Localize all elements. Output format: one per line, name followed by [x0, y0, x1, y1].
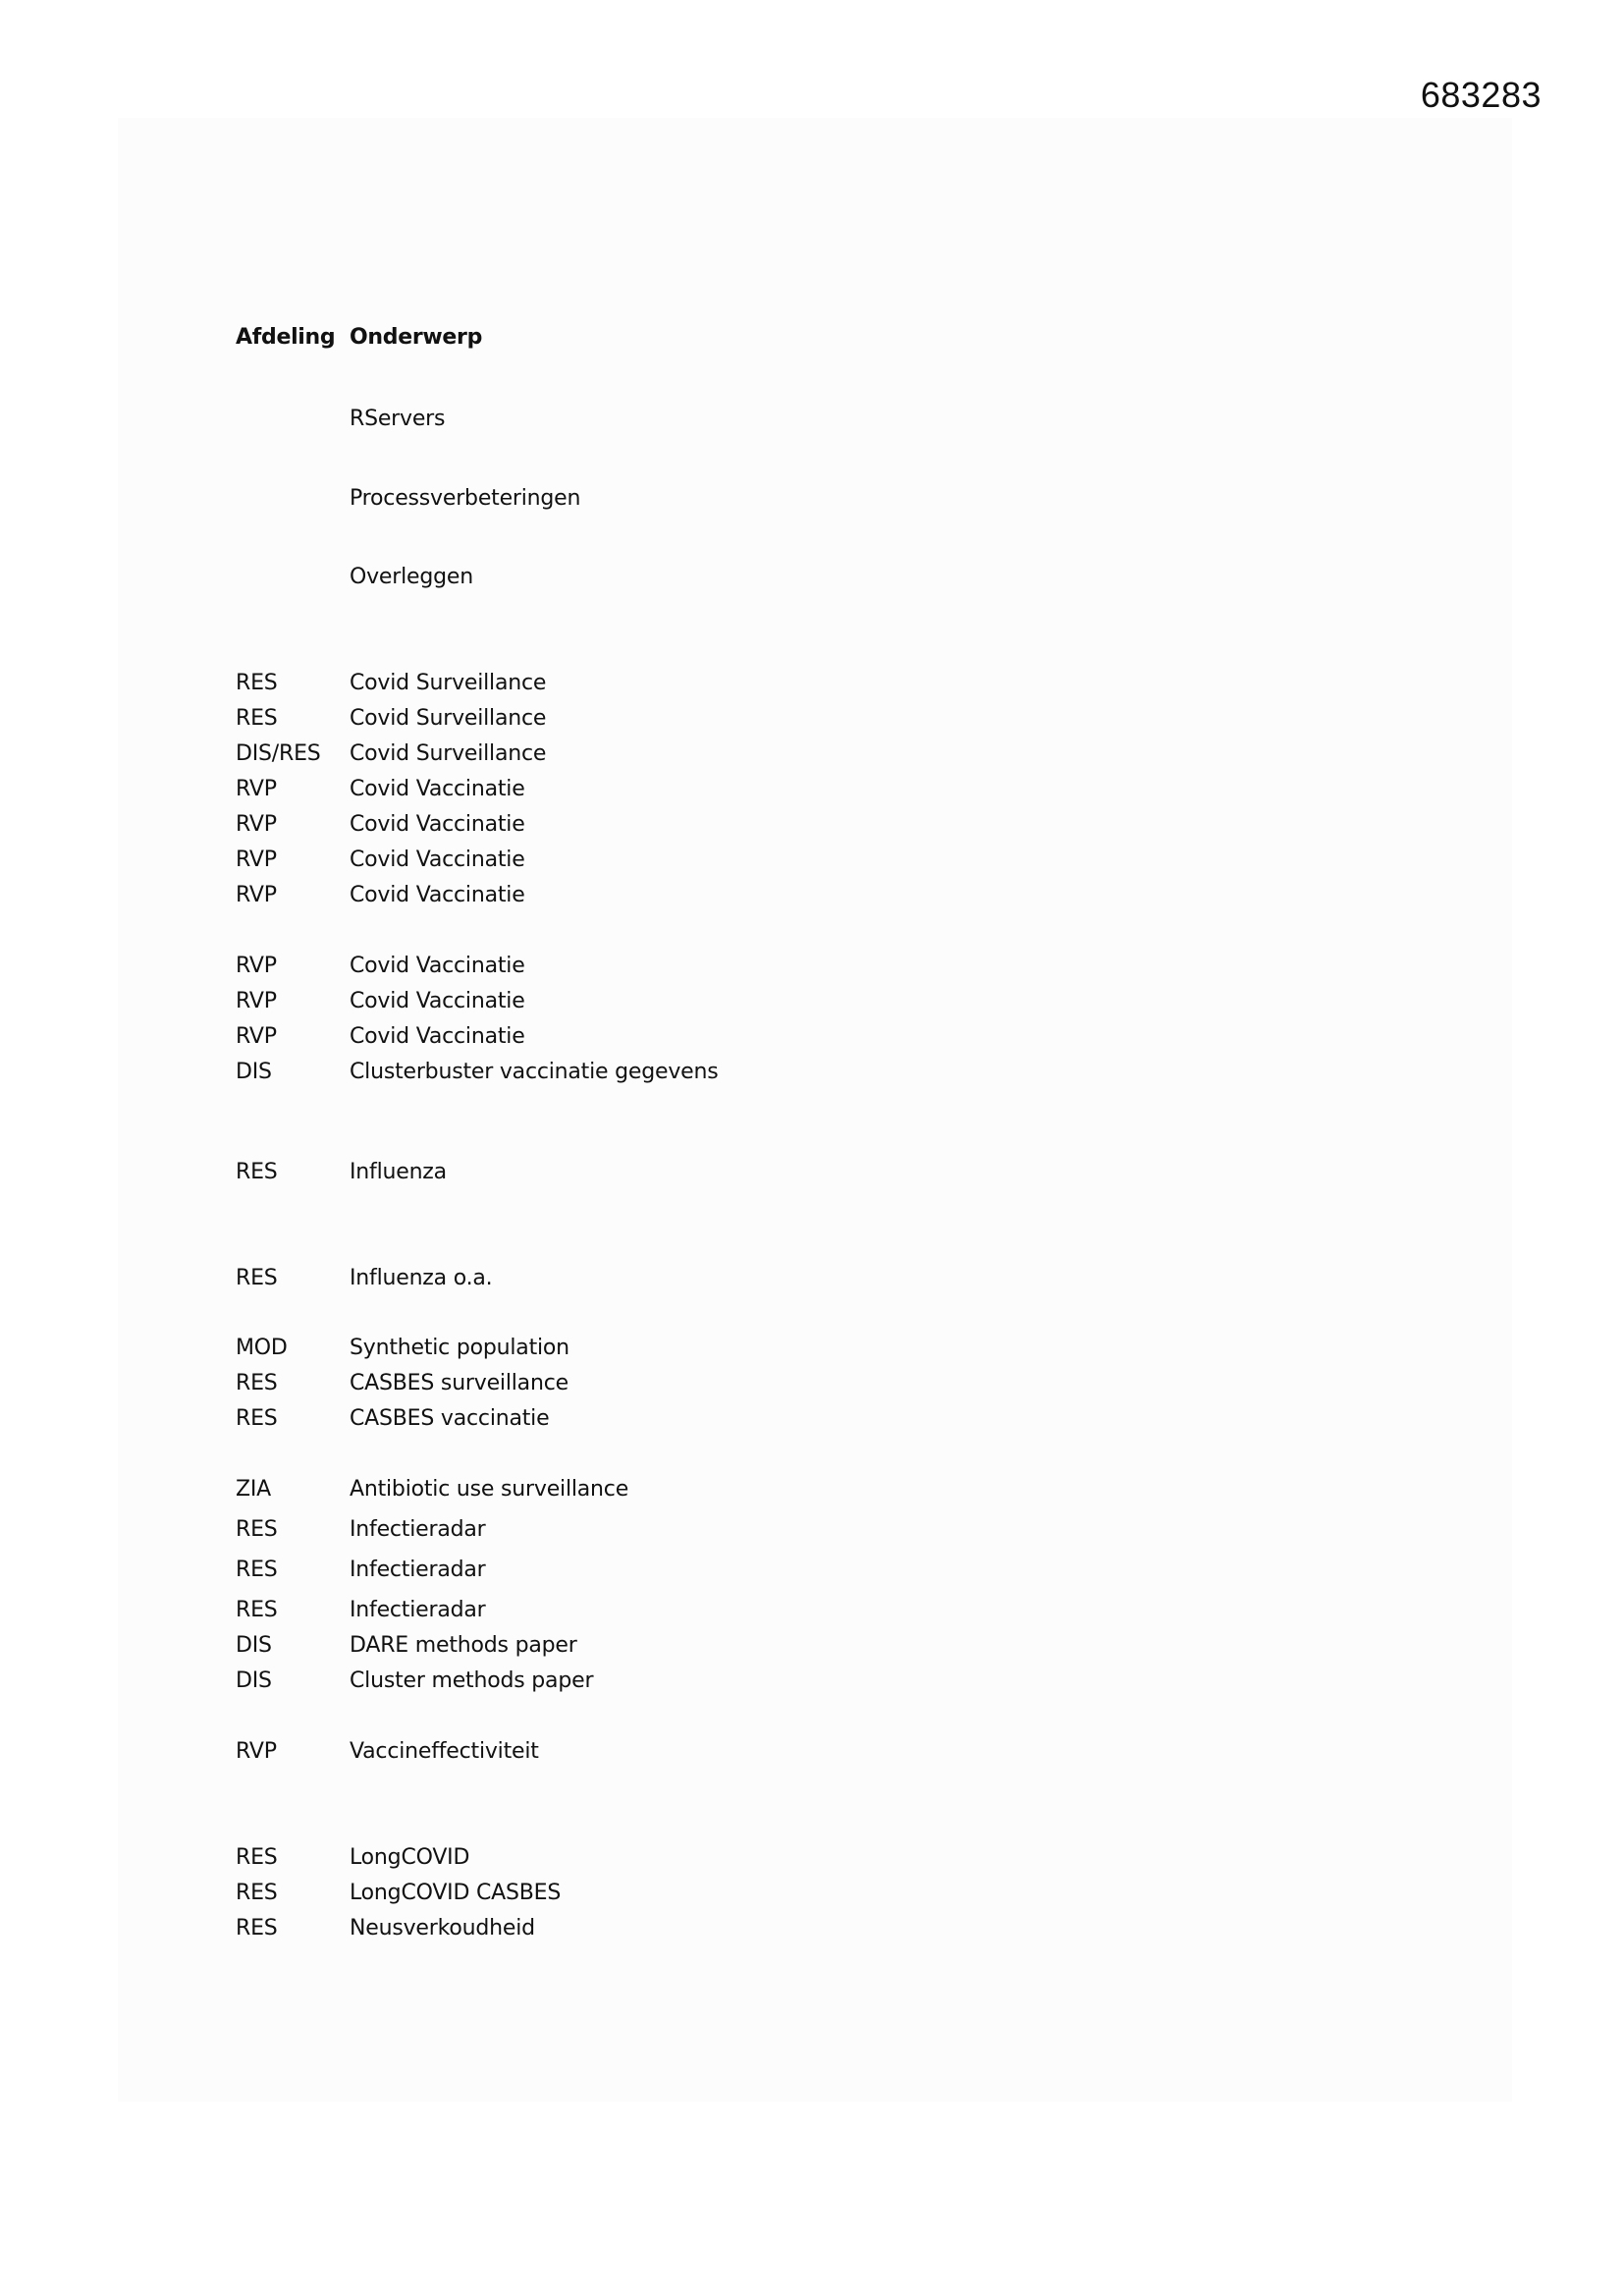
cell-onderwerp: Antibiotic use surveillance — [350, 1477, 629, 1502]
header-onderwerp: Onderwerp — [350, 325, 483, 350]
cell-afdeling: DIS/RES — [236, 741, 321, 766]
cell-onderwerp: Influenza o.a. — [350, 1266, 493, 1290]
cell-afdeling: RES — [236, 1558, 278, 1582]
cell-onderwerp: Neusverkoudheid — [350, 1916, 535, 1941]
cell-afdeling: RES — [236, 1845, 278, 1870]
cell-onderwerp: LongCOVID CASBES — [350, 1881, 562, 1905]
cell-afdeling: RES — [236, 1517, 278, 1542]
cell-afdeling: RES — [236, 1371, 278, 1395]
cell-afdeling: RVP — [236, 847, 277, 872]
cell-onderwerp: DARE methods paper — [350, 1633, 577, 1658]
cell-afdeling: RES — [236, 1881, 278, 1905]
cell-onderwerp: Vaccineffectiviteit — [350, 1739, 539, 1764]
cell-onderwerp: Influenza — [350, 1160, 447, 1184]
cell-afdeling: RVP — [236, 1739, 277, 1764]
cell-onderwerp: Clusterbuster vaccinatie gegevens — [350, 1060, 719, 1084]
cell-onderwerp: Covid Vaccinatie — [350, 1024, 525, 1049]
cell-afdeling: RES — [236, 1266, 278, 1290]
cell-afdeling: RES — [236, 671, 278, 695]
cell-afdeling: RVP — [236, 812, 277, 837]
cell-afdeling: RES — [236, 706, 278, 731]
cell-onderwerp: Covid Vaccinatie — [350, 989, 525, 1013]
cell-onderwerp: Infectieradar — [350, 1598, 486, 1622]
cell-afdeling: ZIA — [236, 1477, 272, 1502]
cell-afdeling: DIS — [236, 1668, 272, 1693]
cell-onderwerp: Cluster methods paper — [350, 1668, 594, 1693]
cell-onderwerp: Covid Vaccinatie — [350, 847, 525, 872]
cell-onderwerp: Covid Vaccinatie — [350, 812, 525, 837]
cell-afdeling: RVP — [236, 1024, 277, 1049]
cell-onderwerp: LongCOVID — [350, 1845, 470, 1870]
cell-onderwerp: CASBES vaccinatie — [350, 1406, 550, 1431]
cell-afdeling: RES — [236, 1160, 278, 1184]
header-afdeling: Afdeling — [236, 325, 336, 350]
cell-afdeling: RES — [236, 1916, 278, 1941]
cell-onderwerp: Infectieradar — [350, 1517, 486, 1542]
cell-onderwerp: Infectieradar — [350, 1558, 486, 1582]
cell-afdeling: RVP — [236, 954, 277, 978]
cell-afdeling: RVP — [236, 777, 277, 801]
cell-onderwerp: CASBES surveillance — [350, 1371, 568, 1395]
cell-onderwerp: Covid Surveillance — [350, 671, 547, 695]
cell-afdeling: DIS — [236, 1060, 272, 1084]
cell-onderwerp: RServers — [350, 407, 446, 431]
cell-onderwerp: Covid Surveillance — [350, 741, 547, 766]
page-number: 683283 — [1420, 75, 1542, 115]
cell-onderwerp: Covid Vaccinatie — [350, 954, 525, 978]
cell-afdeling: DIS — [236, 1633, 272, 1658]
cell-onderwerp: Overleggen — [350, 565, 473, 589]
cell-onderwerp: Synthetic population — [350, 1336, 569, 1360]
cell-afdeling: RES — [236, 1598, 278, 1622]
cell-onderwerp: Covid Surveillance — [350, 706, 547, 731]
cell-afdeling: RVP — [236, 883, 277, 907]
cell-afdeling: RES — [236, 1406, 278, 1431]
cell-onderwerp: Processverbeteringen — [350, 486, 581, 511]
document-page-background — [118, 118, 1512, 2102]
cell-afdeling: RVP — [236, 989, 277, 1013]
cell-onderwerp: Covid Vaccinatie — [350, 777, 525, 801]
cell-onderwerp: Covid Vaccinatie — [350, 883, 525, 907]
cell-afdeling: MOD — [236, 1336, 288, 1360]
